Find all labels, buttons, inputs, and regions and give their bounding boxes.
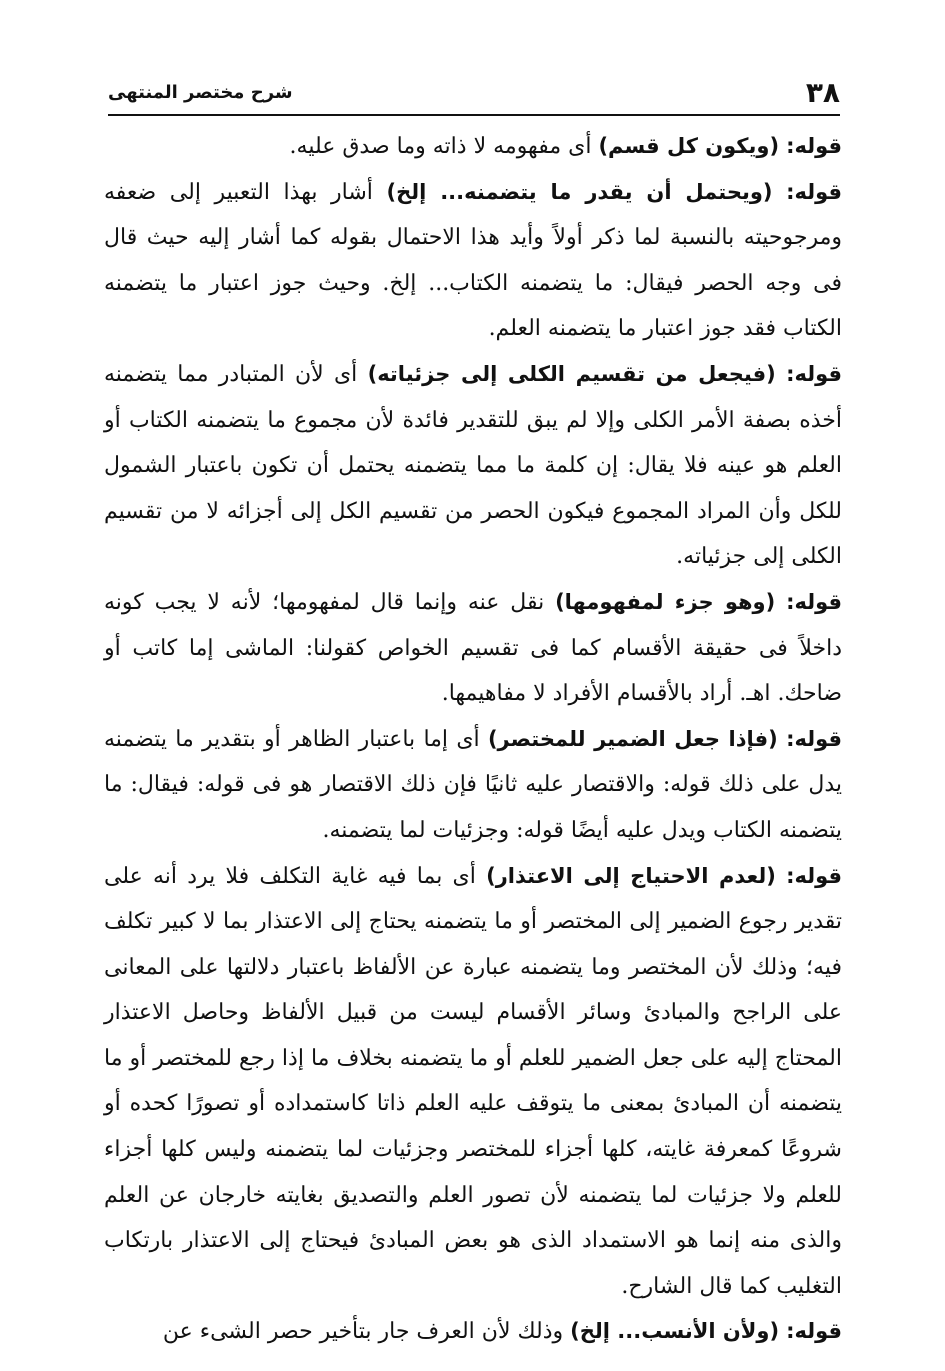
paragraph-quote: (ولأن الأنسب... إلخ) bbox=[570, 1319, 780, 1344]
paragraph-lead: قوله: bbox=[786, 361, 842, 386]
page-header bbox=[108, 70, 840, 116]
running-title: شرح مختصر المنتهى bbox=[108, 82, 293, 103]
paragraph-text: أى لأن المتبادر مما يتضمنه أخذه بصفة الأمر الكلى وإلا لم يبق للتقدير فائدة لأن مجموع ما يتضمنه الكتاب أو العلم هو عينه فلا يقال: إن كلمة ما مما يتضمنه يحتمل أن تكون باعتبار الشمول للكل وأن المراد المجموع فيكون الحصر من تقسيم الكل إلى أجزائه لا من تقسيم الكلى إلى جزئياته. bbox=[104, 361, 842, 570]
body-text bbox=[104, 124, 842, 1355]
paragraph-quote: (لعدم الاحتياج إلى الاعتذار) bbox=[486, 863, 776, 888]
paragraph-quote: (وهو جزء لمفهومها) bbox=[555, 589, 776, 614]
paragraph-text: أى مفهومه لا ذاته وما صدق عليه. bbox=[289, 134, 592, 159]
paragraph-quote: (فيجعل من تقسيم الكلى إلى جزئياته) bbox=[367, 361, 776, 386]
paragraph-lead: قوله: bbox=[786, 589, 842, 614]
paragraph-lead: قوله: bbox=[786, 863, 842, 888]
paragraph-quote: (ويحتمل أن يقدر ما يتضمنه... إلخ) bbox=[386, 179, 773, 204]
paragraph-text: أى بما فيه غاية التكلف فلا يرد أنه على تقدير رجوع الضمير إلى المختصر أو ما يتضمنه يحتاج إلى الاعتذار بما لا كبير تكلف فيه؛ وذلك لأن المختصر وما يتضمنه عبارة عن الألفاظ باعتبار دلالتها على المعانى على الراجح والمبادئ وسائر الأقسام ليست من قبيل الألفاظ وحاصل الاعتذار المحتاج إليه على جعل الضمير للعلم أو ما يتضمنه بخلاف ما إذا رجع للمختصر أو ما يتضمنه أن المبادئ بمعنى ما يتوقف عليه العلم ذاتا كاستمداده أو تصورًا كحده أو شروعًا كمعرفة غايته، كلها أجزاء للمختصر وجزئيات لما يتضمنه وليس كلها أجزاء للعلم ولا جزئيات لما يتضمنه لأن تصور العلم والتصديق بغايته خارجان عن العلم والذى منه إنما هو الاستمداد الذى هو بعض المبادئ فيحتاج إلى الاعتذار بارتكاب التغليب كما قال الشارح. bbox=[104, 863, 843, 1299]
paragraph bbox=[104, 170, 842, 352]
paragraph-lead: قوله: bbox=[786, 134, 842, 158]
paragraph-quote: (فإذا جعل الضمير للمختصر) bbox=[487, 726, 778, 751]
paragraph-quote: (ويكون كل قسم) bbox=[598, 134, 780, 158]
paragraph-text: نقل عنه وإنما قال لمفهومها؛ لأنه لا يجب كونه داخلاً فى حقيقة الأقسام كما فى تقسيم الخواص كقولنا: الماشى إما كاتب أو ضاحك. اهـ. أراد بالأقسام الأفراد لا مفاهيمها. bbox=[104, 589, 842, 707]
paragraph bbox=[104, 352, 842, 580]
paragraph bbox=[104, 124, 842, 170]
paragraph-lead: قوله: bbox=[786, 1319, 842, 1344]
paragraph-text: أى إما باعتبار الظاهر أو بتقدير ما يتضمنه يدل على ذلك قوله: والاقتصار عليه ثانيًا فإن ذلك الاقتصار هو فى قوله: فيقال: ما يتضمنه الكتاب ويدل عليه أيضًا قوله: وجزئيات لما يتضمنه. bbox=[104, 726, 842, 843]
page-number: ٣٨ bbox=[805, 76, 840, 109]
paragraph bbox=[104, 717, 842, 854]
paragraph bbox=[104, 854, 842, 1310]
paragraph bbox=[104, 580, 842, 717]
paragraph-lead: قوله: bbox=[786, 179, 843, 204]
paragraph-lead: قوله: bbox=[786, 726, 842, 751]
paragraph-text: أشار بهذا التعبير إلى ضعفه ومرجوحيته بالنسبة لما ذكر أولاً وأيد هذا الاحتمال بقوله كما أشار إليه حيث قال فى وجه الحصر فيقال: ما يتضمنه الكتاب... إلخ. وحيث جوز اعتبار ما يتضمنه الكتاب فقد جوز اعتبار ما يتضمنه العلم. bbox=[104, 179, 842, 342]
paragraph-text: وذلك لأن العرف جار بتأخير حصر الشىء عن bbox=[162, 1319, 564, 1345]
paragraph bbox=[104, 1309, 842, 1355]
